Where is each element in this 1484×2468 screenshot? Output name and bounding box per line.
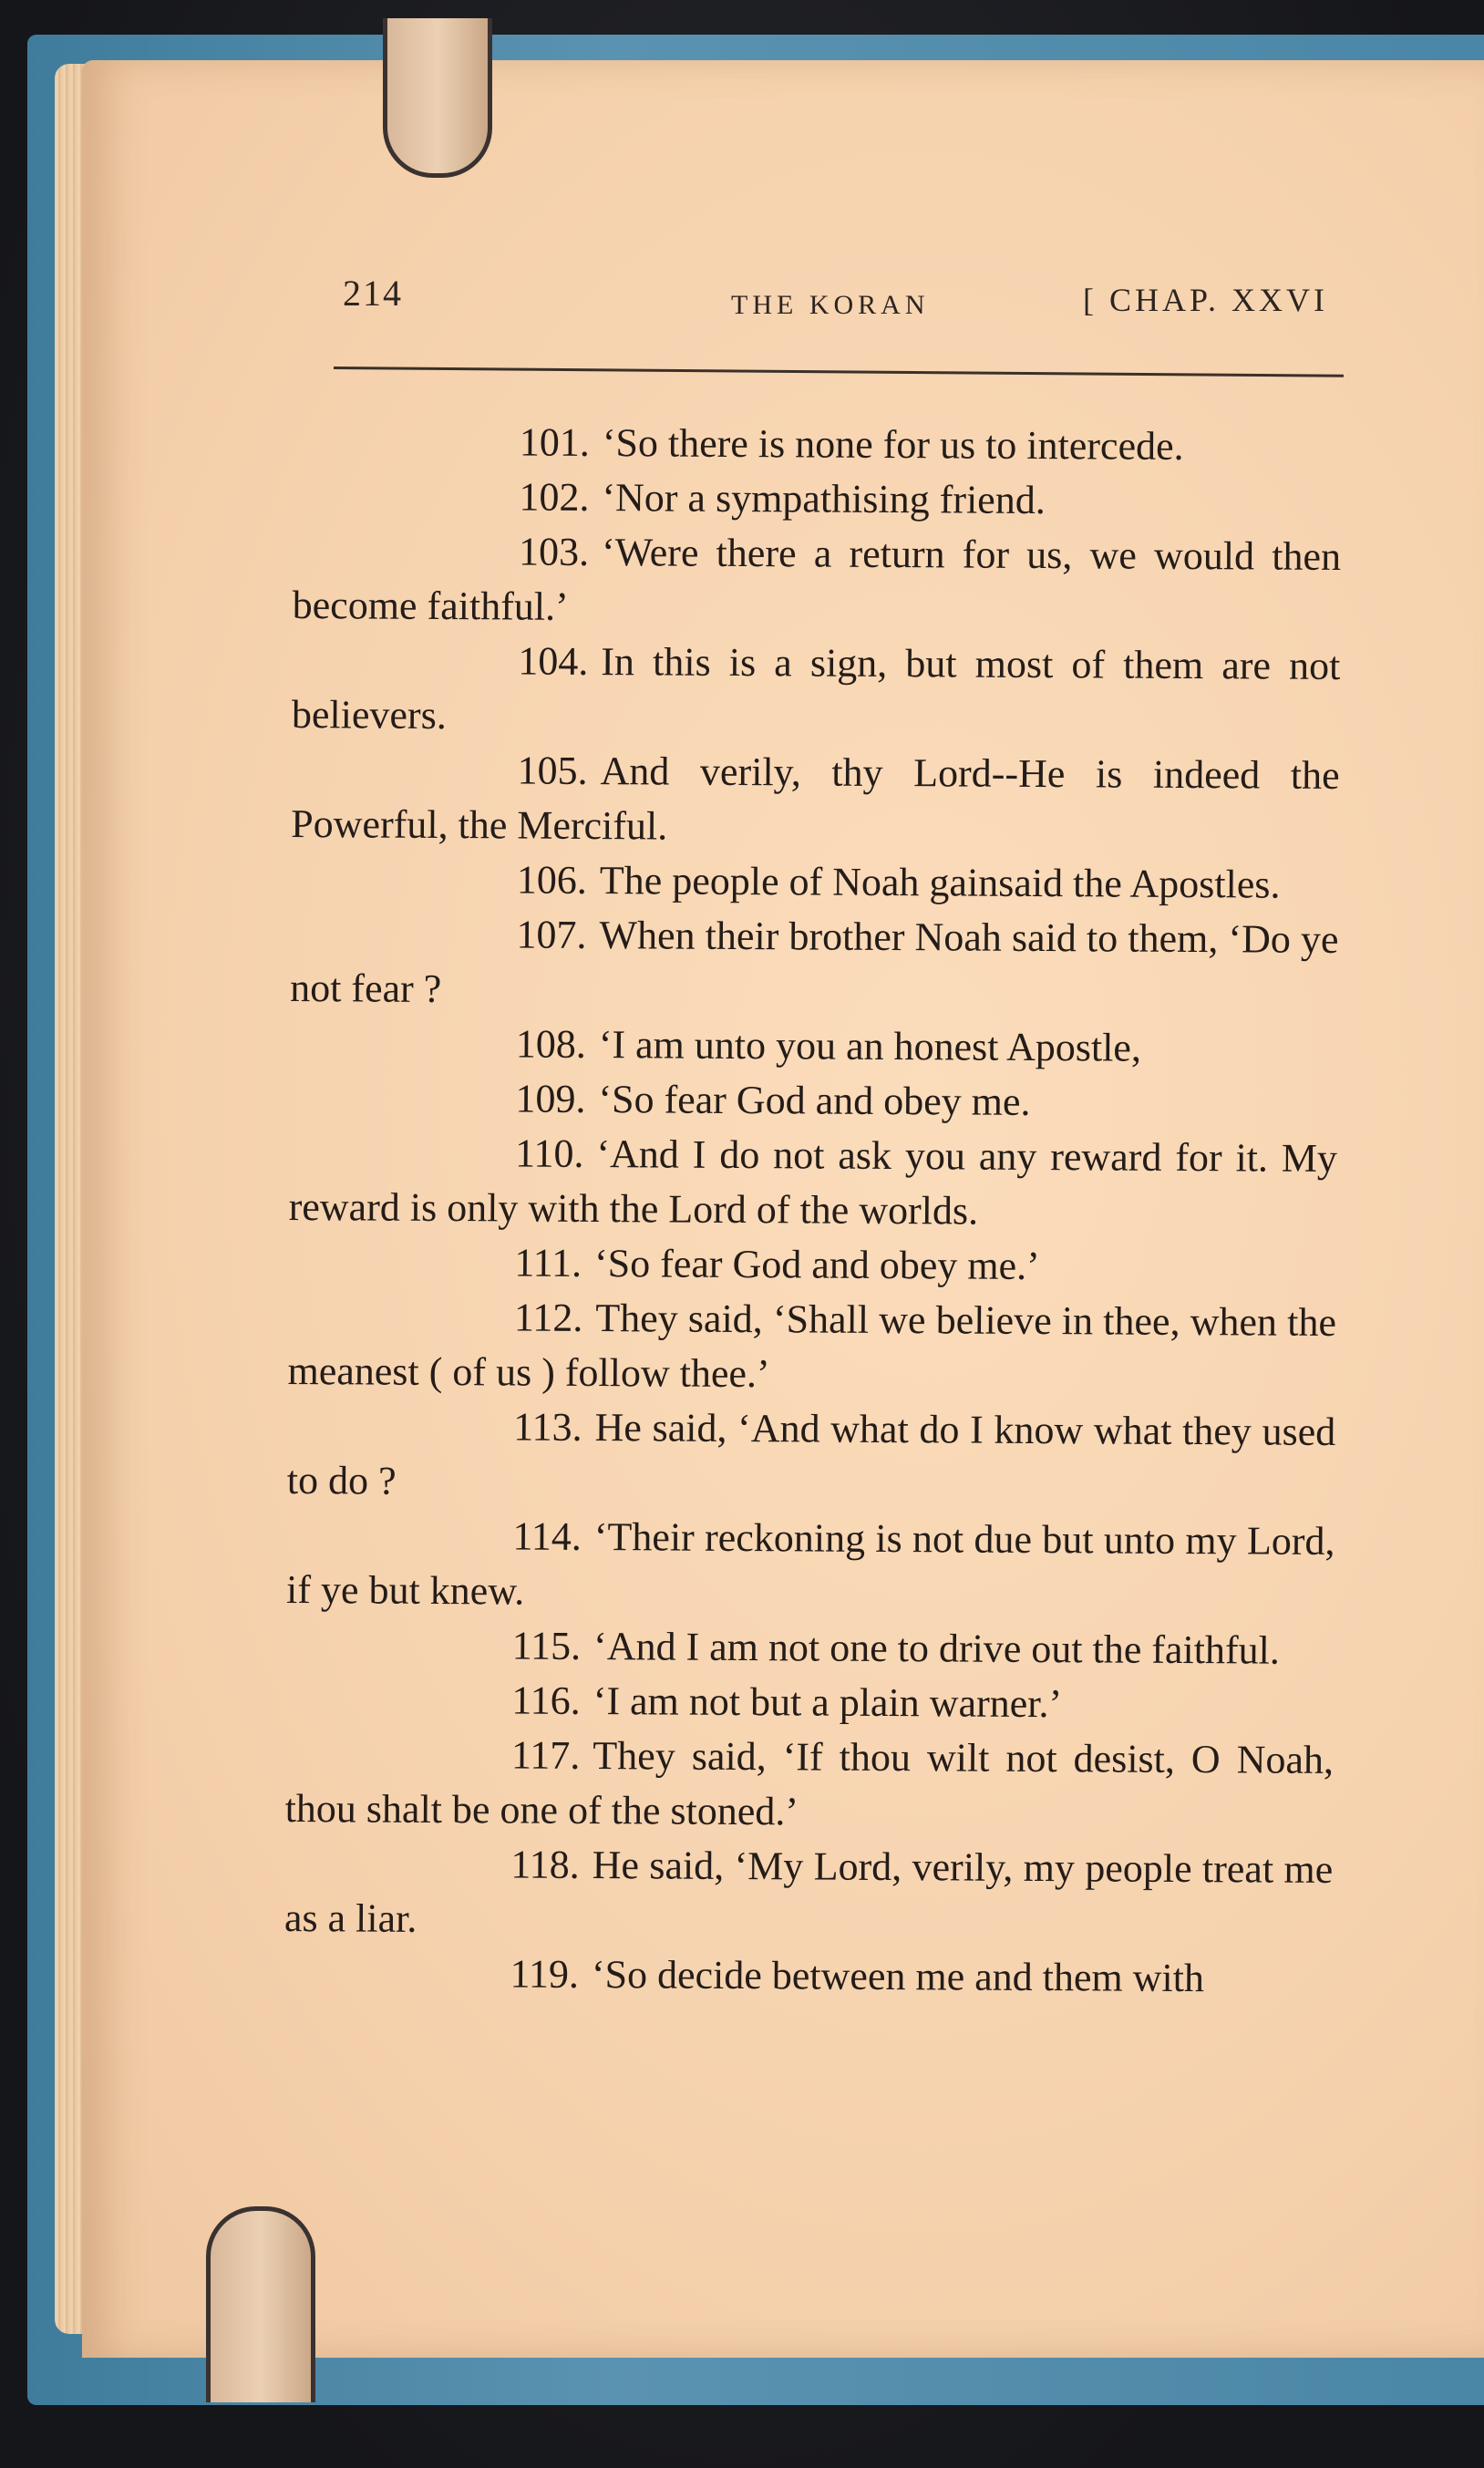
verse bbox=[289, 1125, 1338, 1241]
verse-text: ‘So fear God and obey me. bbox=[598, 1077, 1031, 1124]
verse bbox=[288, 1234, 1336, 1296]
verse-text: ‘Were there a return for us, we would then become faithful.’ bbox=[292, 530, 1342, 629]
verse bbox=[293, 469, 1341, 530]
verse-number: 116. bbox=[511, 1678, 581, 1723]
verse-text: ‘I am not but a plain warner.’ bbox=[593, 1678, 1063, 1727]
verse bbox=[291, 852, 1339, 913]
verse-text: ‘So there is none for us to intercede. bbox=[602, 420, 1184, 469]
verse-text: ‘Their reckoning is not due but unto my Lord, if ye but knew. bbox=[285, 1514, 1335, 1614]
verse-text: They said, ‘Shall we believe in thee, when the meanest ( of us ) follow thee.’ bbox=[287, 1296, 1337, 1397]
verse-number: 112. bbox=[513, 1295, 583, 1340]
verse bbox=[285, 1672, 1334, 1733]
verse-number: 106. bbox=[516, 857, 588, 903]
verse-number: 111. bbox=[514, 1240, 582, 1286]
page-clip-bottom bbox=[206, 2206, 315, 2402]
verse-text: ‘So decide between me and them with bbox=[591, 1952, 1205, 2001]
verse-text: The people of Noah gainsaid the Apostles. bbox=[599, 858, 1281, 907]
verse bbox=[290, 906, 1339, 1022]
verse bbox=[286, 1508, 1335, 1624]
verse bbox=[284, 1727, 1334, 1843]
verse-number: 115. bbox=[511, 1623, 582, 1668]
verse-number: 104. bbox=[518, 638, 589, 684]
verse-number: 119. bbox=[510, 1951, 580, 1997]
verse-number: 101. bbox=[519, 419, 590, 465]
verse-text: ‘Nor a sympathising friend. bbox=[602, 475, 1046, 523]
verse-number: 117. bbox=[510, 1732, 581, 1778]
verse bbox=[293, 523, 1342, 639]
verse-text: When their brother Noah said to them, ‘Do ye not fear ? bbox=[290, 913, 1339, 1012]
verse bbox=[291, 742, 1340, 858]
verse-number: 102. bbox=[519, 474, 590, 520]
verse-text: ‘And I am not one to drive out the faithful. bbox=[593, 1624, 1280, 1673]
verse-text: They said, ‘If thou wilt not desist, O Noah, thou shalt be one of the stoned.’ bbox=[284, 1733, 1335, 1834]
running-title: THE KORAN bbox=[731, 290, 930, 320]
verse bbox=[294, 414, 1342, 475]
verse bbox=[292, 633, 1341, 749]
page-clip-top bbox=[383, 18, 492, 178]
verse-text: And verily, thy Lord--He is indeed the Powerful, the Merciful. bbox=[291, 749, 1340, 849]
verse bbox=[287, 1399, 1336, 1514]
page-number: 214 bbox=[343, 273, 403, 314]
verse bbox=[290, 1016, 1338, 1077]
verse-number: 114. bbox=[512, 1513, 582, 1559]
verse-number: 110. bbox=[514, 1131, 584, 1176]
running-header bbox=[343, 264, 1345, 346]
verse bbox=[289, 1070, 1337, 1131]
verse-text: He said, ‘And what do I know what they used to do ? bbox=[286, 1405, 1336, 1503]
verse-number: 107. bbox=[516, 912, 587, 957]
verse-text: ‘I am unto you an honest Apostle, bbox=[598, 1022, 1142, 1070]
verse-number: 103. bbox=[518, 529, 590, 574]
verse-text: ‘And I do not ask you any reward for it. My reward is only with the Lord of the worlds. bbox=[288, 1131, 1338, 1234]
verse-text: He said, ‘My Lord, verily, my people treat me as a liar. bbox=[283, 1843, 1334, 1941]
verse-text: ‘So fear God and obey me.’ bbox=[593, 1241, 1040, 1289]
verse bbox=[284, 1836, 1334, 1952]
verse-text: In this is a sign, but most of them are not believers. bbox=[291, 639, 1341, 738]
verse bbox=[283, 1946, 1332, 2007]
verse-number: 113. bbox=[513, 1404, 582, 1450]
verse bbox=[287, 1289, 1336, 1405]
chapter-label: [ CHAP. XXVI bbox=[1083, 282, 1329, 318]
verse-number: 118. bbox=[510, 1842, 580, 1887]
verse bbox=[286, 1617, 1335, 1678]
verse-number: 108. bbox=[515, 1021, 586, 1067]
verse-list bbox=[283, 414, 1342, 2007]
verse-number: 109. bbox=[515, 1076, 586, 1121]
verse-number: 105. bbox=[517, 748, 588, 793]
